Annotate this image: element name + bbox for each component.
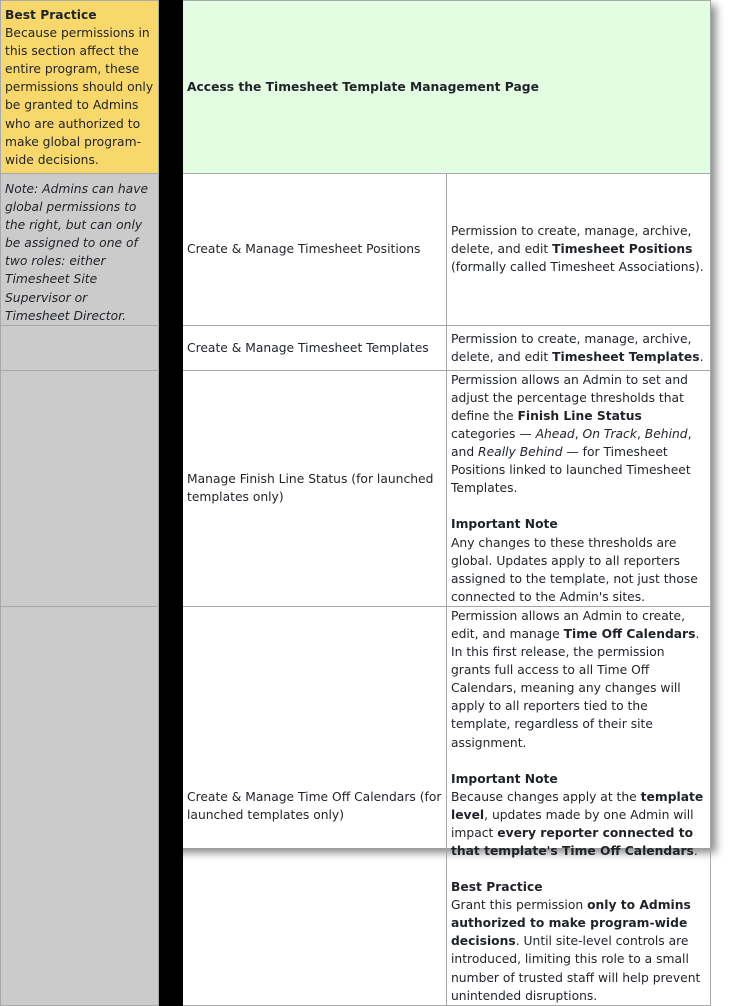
description-text: Because changes apply at the	[451, 789, 641, 804]
permission-name-cell	[183, 370, 447, 606]
description-bold: only to Admins authorized to make program-wide decisions	[451, 898, 691, 949]
description-text: .	[693, 844, 698, 858]
role-note: Note: Admins can have global permissions to the right, but can only be assigned to one of two roles: either Timesheet Site Supervisor or Timesheet Director.	[5, 182, 149, 323]
best-practice-title: Best Practice	[451, 880, 543, 895]
permission-description-cell	[447, 606, 711, 1005]
empty-gray-cell	[1, 325, 159, 370]
section-header: Access the Timesheet Template Management Page	[187, 79, 539, 94]
description-paragraph	[451, 371, 706, 498]
important-note-body	[451, 788, 706, 860]
description-bold: every reporter connected to that template's Time Off Calendars	[451, 825, 694, 858]
permission-name: Create & Manage Timesheet Positions	[187, 242, 421, 257]
permission-name: Manage Finish Line Status (for launched templates only)	[187, 472, 434, 505]
best-practice-body: Because permissions in this section affect the entire program, these permissions should only be granted to Admins who are authorized to make global program-wide decisions.	[5, 26, 154, 167]
table-row	[1, 606, 711, 1005]
description-text: Permission allows an Admin to set and adjust the percentage thresholds that define the	[451, 372, 688, 423]
permission-name-cell	[183, 606, 447, 1005]
empty-gray-cell	[1, 606, 159, 1005]
description-text: — for Timesheet Positions linked to launched Timesheet Templates.	[451, 445, 691, 496]
black-divider	[159, 1, 183, 174]
header-row	[1, 1, 711, 174]
best-practice-body	[451, 896, 706, 1005]
best-practice-title: Best Practice	[5, 8, 97, 22]
status-behind: Behind	[644, 427, 688, 442]
table-row	[1, 370, 711, 606]
note-cell	[1, 174, 159, 326]
description-bold: Timesheet Positions	[552, 242, 693, 257]
important-note-title: Important Note	[451, 771, 558, 786]
permission-name-cell	[183, 325, 447, 370]
black-divider	[159, 370, 183, 606]
description-text: . In this first release, the permission grants full access to all Time Off Calendars, meaning any changes will apply to all reporters tied to the template, regardless of their site assignment.	[451, 626, 700, 750]
separator: ,	[636, 427, 645, 442]
separator: ,	[574, 427, 583, 442]
section-header-cell	[183, 1, 711, 174]
important-note-title: Important Note	[451, 517, 558, 532]
description-text: Permission to create, manage, archive, delete, and edit	[451, 331, 692, 364]
description-text: Permission to create, manage, archive, delete, and edit	[451, 224, 692, 257]
description-bold: Time Off Calendars	[563, 626, 696, 641]
black-divider	[159, 325, 183, 370]
permission-description-cell	[447, 325, 711, 370]
black-divider	[159, 606, 183, 1005]
best-practice-cell	[1, 1, 159, 174]
permission-name: Create & Manage Timesheet Templates	[187, 340, 429, 355]
description-text: Permission allows an Admin to create, edit, and manage	[451, 608, 686, 641]
permission-description-cell	[447, 370, 711, 606]
table-row	[1, 325, 711, 370]
permission-description-cell	[447, 174, 711, 326]
table-row	[1, 174, 711, 326]
status-ahead: Ahead	[535, 427, 575, 442]
black-divider	[159, 174, 183, 326]
description-bold: Timesheet Templates	[552, 349, 700, 364]
description-text: (formally called Timesheet Associations).	[451, 260, 704, 275]
separator: , and	[451, 427, 692, 460]
description-paragraph	[451, 607, 706, 752]
spacer	[451, 860, 706, 878]
description-text: , updates made by one Admin will impact	[451, 807, 694, 840]
spacer	[451, 752, 706, 770]
description-text: .	[699, 349, 704, 364]
empty-gray-cell	[1, 370, 159, 606]
permission-name: Create & Manage Time Off Calendars (for launched templates only)	[187, 789, 442, 822]
permission-name-cell	[183, 174, 447, 326]
description-text: Grant this permission	[451, 898, 588, 913]
description-text: categories —	[451, 427, 536, 442]
description-bold: Finish Line Status	[517, 408, 642, 423]
description-bold: template level	[451, 789, 704, 822]
description-text: . Until site-level controls are introduced, limiting this role to a small number of trusted staff will help prevent unintended disruptions.	[451, 934, 701, 1003]
status-on-track: On Track	[582, 427, 637, 442]
important-note-body: Any changes to these thresholds are global. Updates apply to all reporters assigned to the template, not just those connected to the Admin's sites.	[451, 535, 698, 604]
spacer	[451, 497, 706, 515]
status-really-behind: Really Behind	[478, 445, 563, 460]
